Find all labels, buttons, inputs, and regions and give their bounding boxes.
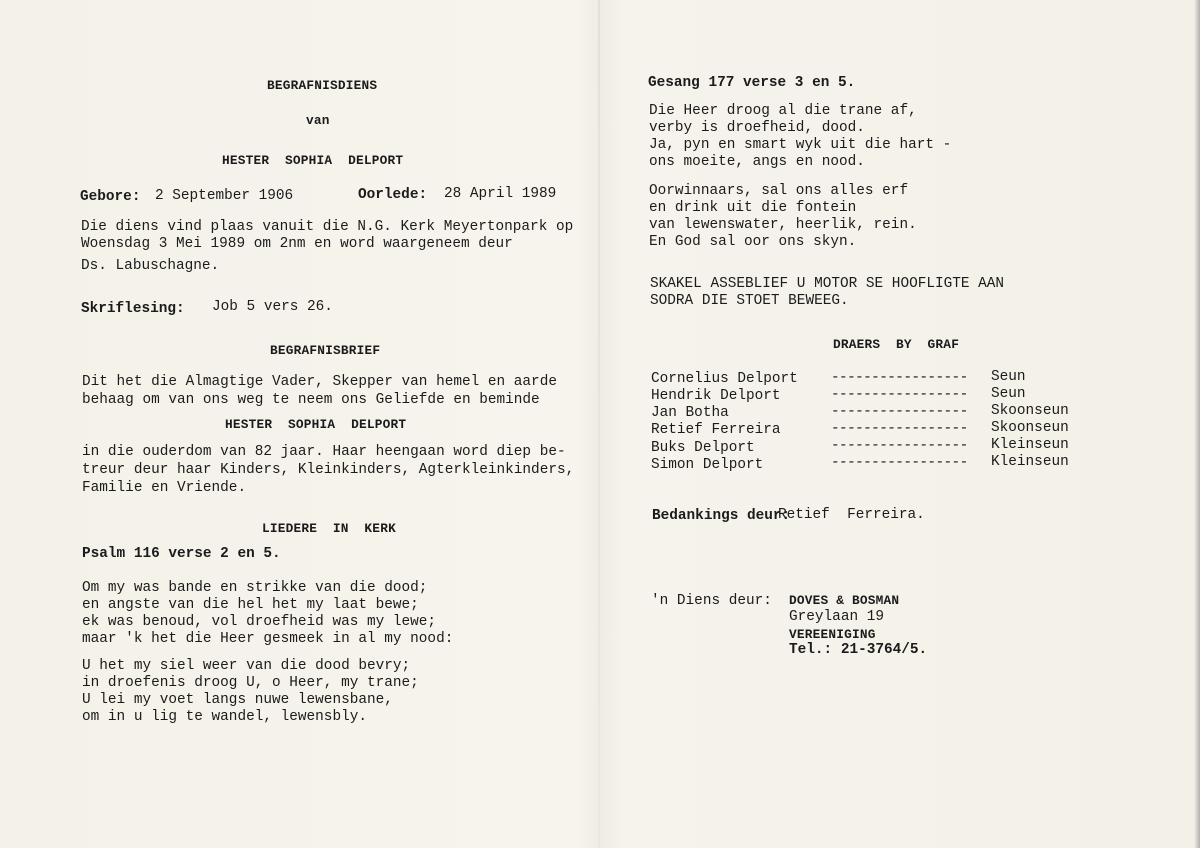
letter-line: treur deur haar Kinders, Kleinkinders, Agterkleinkinders, [82,462,575,478]
undertaker-city: VEREENIGING [789,627,876,642]
service-line: Die diens vind plaas vanuit die N.G. Kerk Meyertonpark op [81,219,574,235]
undertaker-name: DOVES & BOSMAN [789,593,900,608]
service-line: Woensdag 3 Mei 1989 om 2nm en word waargeneem deur [81,236,513,252]
page-edge [1194,0,1200,848]
bearer-relation: Skoonseun [991,403,1069,419]
bearer-name: Hendrik Delport [651,388,781,404]
letter-line: in die ouderdom van 82 jaar. Haar heengaan word diep be- [82,444,566,460]
letter-name: HESTER SOPHIA DELPORT [225,417,407,432]
bearer-name: Cornelius Delport [651,371,798,387]
born-date: 2 September 1906 [155,188,294,204]
thanks-value: Retief Ferreira. [778,507,925,523]
reading-value: Job 5 vers 26. [212,299,333,315]
bearer-dash: ----------------- [831,370,968,386]
undertaker-address: Greylaan 19 [789,609,884,625]
bearer-name: Buks Delport [651,440,755,456]
bearer-dash: ----------------- [831,421,968,437]
psalm-line: U lei my voet langs nuwe lewensbane, [82,692,393,708]
service-by-label: 'n Diens deur: [651,593,772,609]
notice-line: SODRA DIE STOET BEWEEG. [650,293,849,309]
psalm-line: en angste van die hel het my laat bewe; [82,597,419,613]
psalm-line: ek was benoud, vol droefheid was my lewe; [82,614,437,630]
deceased-name: HESTER SOPHIA DELPORT [222,153,404,168]
gesang-line: ons moeite, angs en nood. [649,154,865,170]
bearers-title: DRAERS BY GRAF [833,337,960,352]
letter-line: Dit het die Almagtige Vader, Skepper van hemel en aarde [82,374,557,390]
bearer-relation: Seun [991,386,1026,402]
gesang-line: verby is droefheid, dood. [649,120,865,136]
psalm-line: in droefenis droog U, o Heer, my trane; [82,675,419,691]
songs-title: LIEDERE IN KERK [262,521,396,536]
letter-title: BEGRAFNISBRIEF [270,343,381,358]
psalm-line: maar 'k het die Heer gesmeek in al my nood: [82,631,454,647]
psalm-line: U het my siel weer van die dood bevry; [82,658,411,674]
thanks-label: Bedankings deur: [652,508,791,524]
gesang-line: Oorwinnaars, sal ons alles erf [649,183,909,199]
died-date: 28 April 1989 [444,186,557,202]
psalm-title: Psalm 116 verse 2 en 5. [82,546,281,562]
psalm-line: Om my was bande en strikke van die dood; [82,580,428,596]
bearer-relation: Kleinseun [991,437,1069,453]
notice-line: SKAKEL ASSEBLIEF U MOTOR SE HOOFLIGTE AAN [650,276,1005,292]
reading-label: Skriflesing: [81,301,185,317]
center-fold [598,0,600,848]
letter-line: Familie en Vriende. [82,480,247,496]
gesang-line: Ja, pyn en smart wyk uit die hart - [649,137,952,153]
bearer-relation: Skoonseun [991,420,1069,436]
bearer-name: Retief Ferreira [651,422,781,438]
letter-line: behaag om van ons weg te neem ons Geliefde en beminde [82,392,540,408]
gesang-line: van lewenswater, heerlik, rein. [649,217,917,233]
bearer-dash: ----------------- [831,404,968,420]
psalm-line: om in u lig te wandel, lewensbly. [82,709,367,725]
gesang-line: Die Heer droog al die trane af, [649,103,917,119]
born-label: Gebore: [80,189,141,205]
bearer-relation: Kleinseun [991,454,1069,470]
undertaker-phone: Tel.: 21-3764/5. [789,642,928,658]
died-label: Oorlede: [358,187,428,203]
bearer-dash: ----------------- [831,438,968,454]
van-label: van [306,113,330,128]
bearer-name: Jan Botha [651,405,729,421]
gesang-line: En God sal oor ons skyn. [649,234,857,250]
service-title: BEGRAFNISDIENS [267,78,378,93]
service-line: Ds. Labuschagne. [81,258,220,274]
gesang-title: Gesang 177 verse 3 en 5. [648,75,856,91]
bearer-dash: ----------------- [831,387,968,403]
bearer-name: Simon Delport [651,457,764,473]
gesang-line: en drink uit die fontein [649,200,857,216]
bearer-dash: ----------------- [831,455,968,471]
bearer-relation: Seun [991,369,1026,385]
